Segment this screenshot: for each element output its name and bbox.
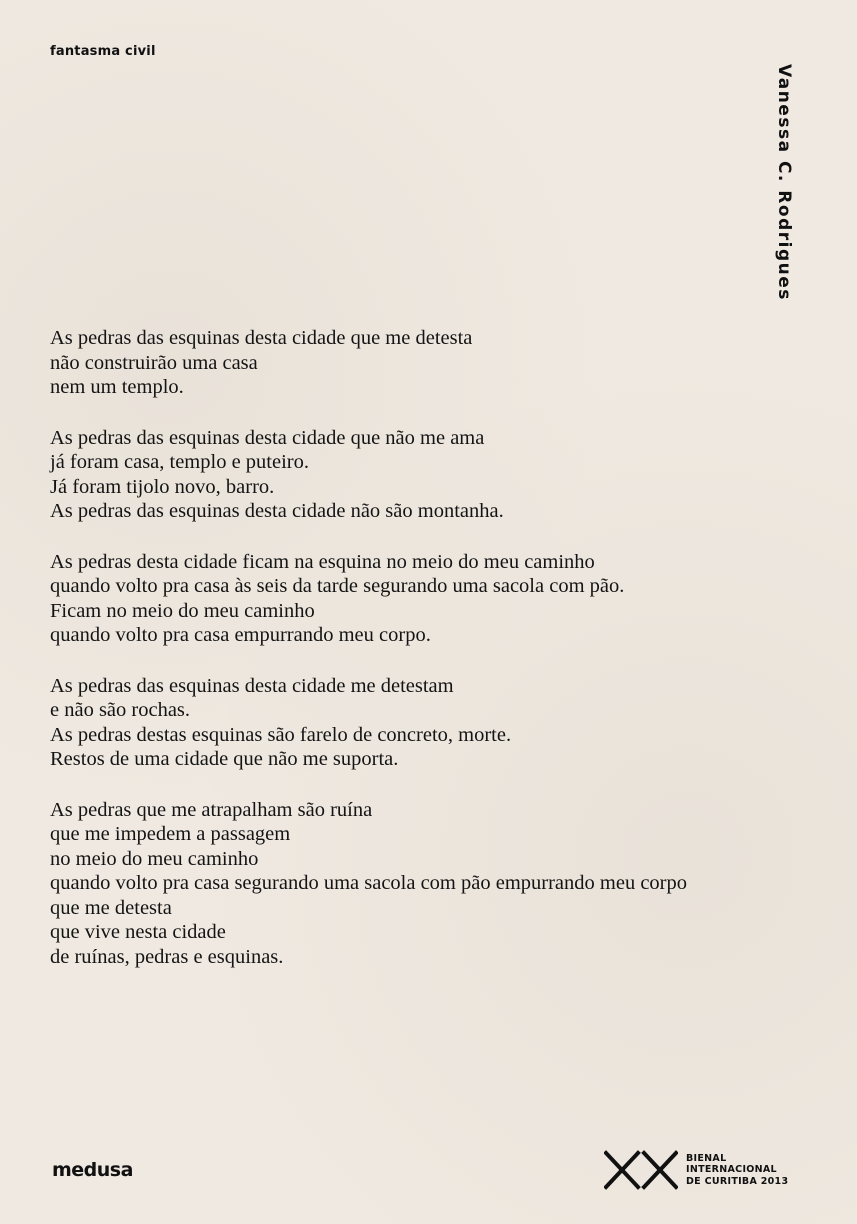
bienal-line-3: DE CURITIBA 2013 [686,1175,789,1187]
stanza [50,326,830,400]
stanza [50,674,830,772]
bienal-logo [604,1150,788,1190]
series-title: fantasma civil [50,44,156,59]
poem-line: já foram casa, templo e puteiro. [50,451,309,473]
bienal-xx-icon [604,1150,678,1190]
author-name: Vanessa C. Rodrigues [774,64,794,301]
poem-line: As pedras desta cidade ficam na esquina no meio do meu caminho [50,550,595,573]
poem-line: As pedras das esquinas desta cidade me detestam [50,674,454,697]
poem-line: As pedras das esquinas desta cidade que me detesta [50,327,473,349]
poem-line: quando volto pra casa empurrando meu corpo. [50,624,431,646]
poem-line: As pedras das esquinas desta cidade que não me ama [50,426,485,449]
poem-line: nem um templo. [50,376,184,398]
poem-line: Ficam no meio do meu caminho [50,599,315,622]
poem-line: quando volto pra casa às seis da tarde segurando uma sacola com pão. [50,575,625,597]
publisher-logo: medusa [52,1159,133,1181]
poem-line: As pedras destas esquinas são farelo de concreto, morte. [50,723,512,746]
poem-line: que me impedem a passagem [50,823,291,845]
poem-line: Restos de uma cidade que não me suporta. [50,748,399,770]
bienal-text [686,1153,788,1188]
poem-line: As pedras que me atrapalham são ruína [50,798,373,821]
poem-line: Já foram tijolo novo, barro. [50,475,275,498]
poem-line: não construirão uma casa [50,351,258,374]
bienal-line-1: BIENAL [686,1152,727,1164]
poem-line: que vive nesta cidade [50,921,226,943]
poem-line: de ruínas, pedras e esquinas. [50,945,284,968]
poem-body [50,326,830,995]
stanza [50,426,830,524]
poem-line: quando volto pra casa segurando uma sacola com pão empurrando meu corpo [50,872,687,894]
poem-line: que me detesta [50,896,172,919]
poem-line: no meio do meu caminho [50,847,259,870]
bienal-line-2: INTERNACIONAL [686,1164,777,1176]
stanza [50,550,830,648]
poem-line: e não são rochas. [50,699,191,721]
stanza [50,798,830,970]
poem-line: As pedras das esquinas desta cidade não são montanha. [50,500,504,522]
